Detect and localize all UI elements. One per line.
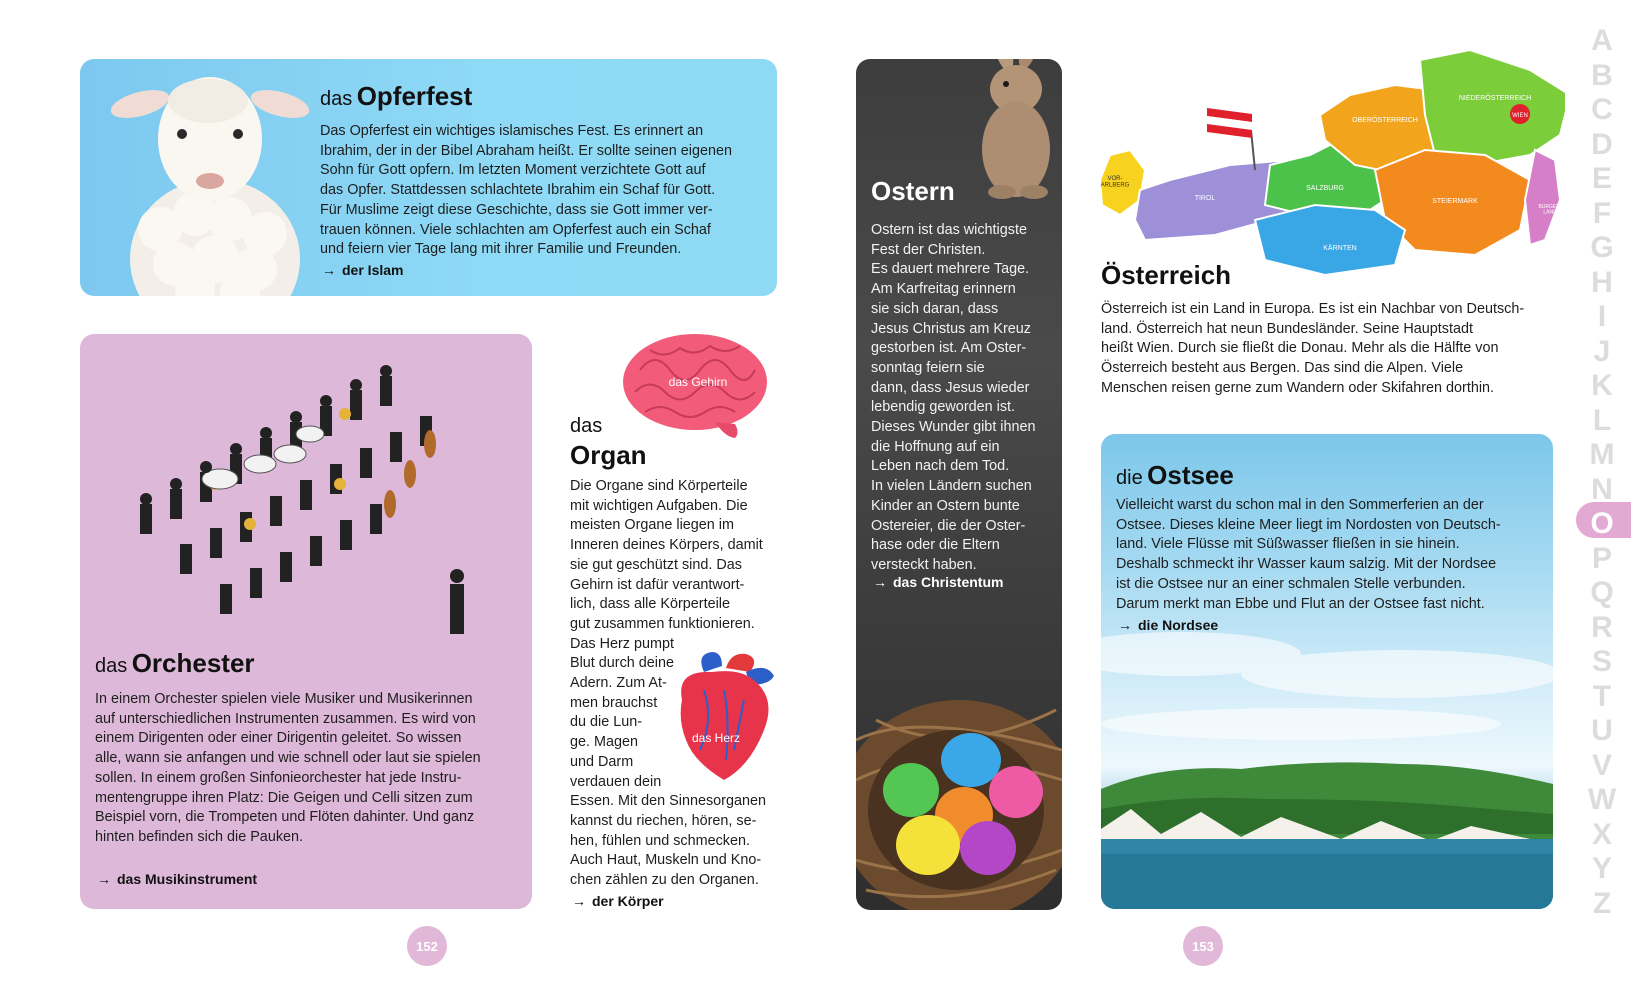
opferfest-card <box>80 59 777 296</box>
alphabet-letter-a[interactable]: A <box>1591 24 1613 57</box>
orchester-word: Orchester <box>131 648 255 678</box>
orchester-text <box>95 690 481 848</box>
sheep-image <box>100 59 320 296</box>
text-line: sie gut geschützt sind. Das <box>570 556 742 573</box>
alphabet-letter-p[interactable]: P <box>1591 541 1612 575</box>
text-line: Kinder an Ostern bunte <box>871 497 1020 514</box>
map-label-niederoesterreich: NIEDERÖSTERREICH <box>1458 95 1532 102</box>
text-line: meisten Organe liegen im <box>570 517 734 534</box>
text-line: Ostsee. Dieses kleine Meer liegt im Nordosten von Deutsch- <box>1116 516 1501 533</box>
alphabet-letter-m[interactable]: M <box>1589 438 1615 471</box>
arrow-right-icon: → <box>322 262 336 278</box>
ostsee-card <box>1101 434 1553 909</box>
map-label-kaernten: KÄRNTEN <box>1323 245 1357 252</box>
text-line: Fest der Christen. <box>871 241 986 258</box>
alphabet-letter-i[interactable]: I <box>1597 300 1607 333</box>
alphabet-letter-y[interactable]: Y <box>1591 852 1612 885</box>
text-line: mit wichtigen Aufgaben. Die <box>570 497 748 514</box>
text-line: land. Viele Flüsse mit Süßwasser fließen in sie hinein. <box>1116 536 1460 553</box>
alphabet-letter-s[interactable]: S <box>1591 645 1612 678</box>
text-line: Am Karfreitag erinnern <box>871 281 1016 298</box>
text-line: du die Lun- <box>570 714 643 731</box>
text-line: mentengruppe ihren Platz: Die Geigen und Celli sitzen zum <box>95 789 473 806</box>
text-line: Es dauert mehrere Tage. <box>871 261 1030 278</box>
text-line: Deshalb schmeckt ihr Wasser kaum salzig. Mit der Nordsee <box>1116 556 1497 573</box>
text-line: Österreich besteht aus Bergen. Das sind die Alpen. Viele <box>1101 360 1464 377</box>
xref-label: die Nordsee <box>1138 617 1219 633</box>
organ-article: das <box>570 415 603 437</box>
text-line: chen zählen zu den Organen. <box>570 872 759 889</box>
alphabet-letter-z[interactable]: Z <box>1592 886 1612 920</box>
text-line: Vielleicht warst du schon mal in den Sommerferien an der <box>1116 497 1484 513</box>
alphabet-letter-d[interactable]: D <box>1591 127 1613 161</box>
text-line: kannst du riechen, hören, se- <box>570 812 757 829</box>
xref-label: das Musikinstrument <box>117 871 258 887</box>
organ-word: Organ <box>570 440 647 470</box>
xref-label: das Christentum <box>893 574 1004 590</box>
text-line: Adern. Zum At- <box>570 675 667 692</box>
arrow-right-icon: → <box>873 574 887 590</box>
text-line: verdauen dein <box>570 773 662 790</box>
map-label-vorarlberg: VOR-ARLBERG <box>1100 176 1130 189</box>
rabbit-image <box>962 59 1062 204</box>
text-line: Menschen reisen gerne zum Wandern oder Skifahren dorthin. <box>1101 379 1495 396</box>
alphabet-letter-w[interactable]: W <box>1587 783 1617 816</box>
text-line: das Opfer. Stattdessen schlachtete Ibrahim ein Schaf für Gott. <box>320 182 716 199</box>
text-line: In vielen Ländern suchen <box>871 478 1032 495</box>
ostsee-text <box>1116 496 1501 614</box>
nest-eggs-image <box>856 660 1062 910</box>
text-line: die Hoffnung auf ein <box>871 438 1000 455</box>
alphabet-letter-n[interactable]: N <box>1591 472 1613 506</box>
text-line: Darum merkt man Ebbe und Flut an der Ostsee fast nicht. <box>1116 595 1485 612</box>
page-number-left: 152 <box>407 926 447 966</box>
text-line: Beispiel vorn, die Trompeten und Flöten dahinter. Und ganz <box>95 809 475 826</box>
alphabet-letter-j[interactable]: J <box>1593 334 1611 368</box>
text-line: Gehirn ist dafür verantwort- <box>570 576 745 593</box>
text-line: Das Opferfest ein wichtiges islamisches Fest. Es erinnert an <box>320 123 704 139</box>
text-line: Ostereier, die der Oster- <box>871 517 1026 534</box>
text-line: gestorben ist. Am Oster- <box>871 340 1027 357</box>
map-kaernten <box>1255 205 1405 275</box>
text-line: und feiern vier Tage lang mit ihrer Familie und Freunden. <box>320 241 682 258</box>
page-number-right: 153 <box>1183 926 1223 966</box>
opferfest-word: Opferfest <box>356 81 473 111</box>
text-line: men brauchst <box>570 694 658 711</box>
flag-icon <box>1207 108 1255 170</box>
text-line: Dieses Wunder gibt ihnen <box>871 419 1036 436</box>
text-line: einem Dirigenten oder einer Dirigentin geleitet. So wissen <box>95 730 462 747</box>
text-line: Das Herz pumpt <box>570 635 674 652</box>
text-line: Inneren deines Körpers, damit <box>570 537 763 554</box>
xref-label: der Körper <box>592 893 664 909</box>
alphabet-letter-g[interactable]: G <box>1590 231 1614 264</box>
text-line: heißt Wien. Durch sie fließt die Donau. Mehr als die Hälfte von <box>1101 340 1499 357</box>
text-line: hen, fühlen und schmecken. <box>570 832 751 849</box>
text-line: Leben nach dem Tod. <box>871 458 1010 475</box>
text-line: versteckt haben. <box>871 556 977 573</box>
ostern-title <box>871 176 955 207</box>
oesterreich-text <box>1101 300 1524 399</box>
text-line: In einem Orchester spielen viele Musiker und Musikerinnen <box>95 691 473 707</box>
text-line: Blut durch deine <box>570 655 675 672</box>
orchester-card <box>80 334 532 909</box>
ostsee-word: Ostsee <box>1147 460 1234 490</box>
text-line: land. Österreich hat neun Bundesländer. Seine Hauptstadt <box>1101 320 1474 337</box>
text-line: ge. Magen <box>570 734 639 751</box>
map-label-oberoesterreich: OBERÖSTERREICH <box>1352 117 1418 124</box>
alphabet-letter-r[interactable]: R <box>1591 610 1613 644</box>
alphabet-letter-u[interactable]: U <box>1591 714 1613 747</box>
map-label-salzburg: SALZBURG <box>1306 185 1344 192</box>
text-line: sonntag feiern sie <box>871 359 985 376</box>
text-line: auf unterschiedlichen Instrumenten zusammen. Es wird von <box>95 710 476 727</box>
map-label-tirol: TIROL <box>1194 195 1216 202</box>
map-label-steiermark: STEIERMARK <box>1432 198 1478 205</box>
organ-xref[interactable] <box>572 893 664 909</box>
heart-image <box>664 650 782 785</box>
text-line: Auch Haut, Muskeln und Kno- <box>570 852 762 869</box>
text-line: Ostern ist das wichtigste <box>871 222 1027 238</box>
text-line: hase oder die Eltern <box>871 537 1000 554</box>
alphabet-letter-t[interactable]: T <box>1592 679 1612 713</box>
text-line: ist die Ostsee nur an einer schmalen Stelle verbunden. <box>1116 575 1466 592</box>
orchester-title <box>95 648 255 679</box>
text-line: Ibrahim, der in der Bibel Abraham heißt. Er sollte seinen eigenen <box>320 142 732 159</box>
text-line: Die Organe sind Körperteile <box>570 478 748 494</box>
alphabet-letter-e[interactable]: E <box>1591 162 1612 195</box>
ostsee-xref[interactable] <box>1118 617 1218 633</box>
map-label-burgenland: BURGEN-LAND <box>1538 204 1562 216</box>
oesterreich-word: Österreich <box>1101 260 1232 290</box>
orchester-xref[interactable] <box>97 871 257 887</box>
ostern-text <box>871 221 1036 576</box>
text-line: dann, dass Jesus wieder <box>871 379 1030 396</box>
alphabet-letter-k[interactable]: K <box>1591 369 1613 402</box>
text-line: trauen können. Viele schlachten am Opferfest auch ein Schaf <box>320 221 711 238</box>
text-line: und Darm <box>570 753 634 770</box>
alphabet-letter-o[interactable]: O <box>1590 507 1614 540</box>
heart-label: das Herz <box>691 731 741 745</box>
text-line: Essen. Mit den Sinnesorganen <box>570 793 766 810</box>
alphabet-letter-x[interactable]: X <box>1591 817 1612 851</box>
orchestra-image <box>100 354 500 654</box>
text-line: lebendig geworden ist. <box>871 399 1016 416</box>
arrow-right-icon: → <box>572 893 586 909</box>
ostern-xref[interactable] <box>873 574 1003 590</box>
xref-label: der Islam <box>342 262 404 278</box>
austria-map <box>1095 40 1565 280</box>
map-niederoesterreich <box>1420 50 1565 165</box>
text-line: Für Muslime zeigt diese Geschichte, dass sie Gott immer ver- <box>320 201 713 218</box>
organ-title <box>570 415 647 471</box>
ostern-card <box>856 59 1062 910</box>
text-line: sollen. In einem großen Sinfonieorchester hat jede Instru- <box>95 769 462 786</box>
alphabet-index <box>1582 24 1622 921</box>
ostsee-title <box>1116 460 1234 491</box>
oesterreich-title <box>1101 260 1231 291</box>
text-line: lich, dass alle Körperteile <box>570 596 730 613</box>
orchester-article: das <box>95 655 128 677</box>
text-line: Österreich ist ein Land in Europa. Es ist ein Nachbar von Deutsch- <box>1101 301 1525 317</box>
text-line: alle, wann sie anfangen und wie schnell oder laut sie spielen <box>95 750 481 767</box>
arrow-right-icon: → <box>97 871 111 887</box>
opferfest-text <box>320 122 732 260</box>
alphabet-letter-l[interactable]: L <box>1592 403 1612 437</box>
alphabet-letter-v[interactable]: V <box>1591 748 1612 782</box>
text-line: Sohn für Gott opfern. Im letzten Moment verzichtete Gott auf <box>320 162 706 179</box>
text-line: sie sich daran, dass <box>871 300 999 317</box>
text-line: Jesus Christus am Kreuz <box>871 320 1031 337</box>
map-label-wien: WIEN <box>1512 113 1528 119</box>
alphabet-letter-q[interactable]: Q <box>1590 576 1614 609</box>
text-line: hinten befinden sich die Pauken. <box>95 828 304 845</box>
text-line: gut zusammen funktionieren. <box>570 615 755 632</box>
ostern-word: Ostern <box>871 176 955 206</box>
opferfest-title <box>320 81 472 112</box>
opferfest-xref[interactable] <box>322 262 403 278</box>
alphabet-letter-b[interactable]: B <box>1591 58 1613 92</box>
arrow-right-icon: → <box>1118 617 1132 633</box>
alphabet-letter-c[interactable]: C <box>1591 93 1613 126</box>
alphabet-letter-f[interactable]: F <box>1592 196 1612 230</box>
opferfest-article: das <box>320 88 353 110</box>
map-burgenland <box>1525 150 1560 245</box>
alphabet-letter-h[interactable]: H <box>1591 265 1613 299</box>
brain-label: das Gehirn <box>668 375 728 389</box>
ostsee-article: die <box>1116 467 1143 489</box>
